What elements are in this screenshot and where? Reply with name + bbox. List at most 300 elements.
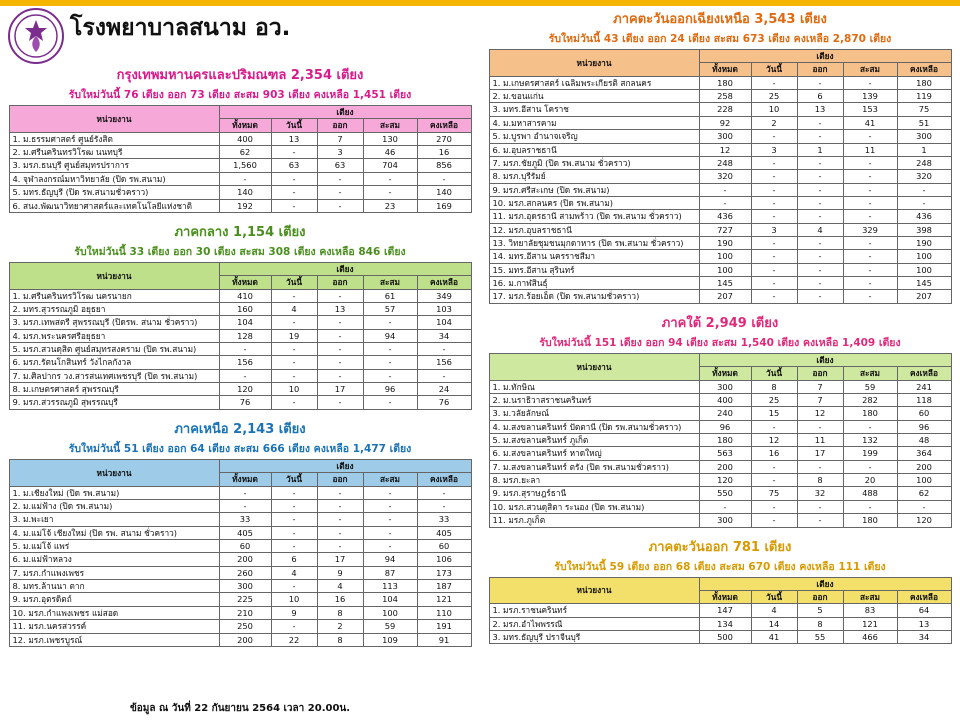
cell-agency: 1. ม.เชียงใหม่ (ปิด รพ.สนาม)	[9, 486, 219, 499]
cell-today: 4	[271, 302, 317, 315]
section-stats: รับใหม่วันนี้ 151 เตียง ออก 94 เตียง สะสม 1,540 เตียง คงเหลือ 1,409 เตียง	[539, 336, 901, 349]
cell-remaining: -	[417, 486, 471, 499]
table-row	[9, 186, 471, 199]
cell-agency: 15. มทร.อีสาน สุรินทร์	[489, 263, 699, 276]
cell-total: 192	[219, 199, 271, 212]
cell-total: 145	[699, 277, 751, 290]
table-row	[489, 250, 951, 263]
cell-cumulative: -	[843, 170, 897, 183]
cell-today: -	[271, 499, 317, 512]
cell-out: 12	[797, 407, 843, 420]
cell-today: -	[751, 170, 797, 183]
cell-today: -	[271, 396, 317, 409]
cell-agency: 2. ม.แม่ฟ้าง (ปิด รพ.สนาม)	[9, 499, 219, 512]
cell-remaining: 436	[897, 210, 951, 223]
col-out: ออก	[797, 63, 843, 76]
cell-remaining: -	[897, 500, 951, 513]
cell-agency: 17. มรภ.ร้อยเอ็ด (ปิด รพ.สนามชั่วคราว)	[489, 290, 699, 303]
report-page	[0, 6, 960, 720]
cell-total: 62	[219, 146, 271, 159]
table-row	[489, 196, 951, 209]
table-row	[489, 393, 951, 406]
table-row	[9, 526, 471, 539]
cell-cumulative: 199	[843, 447, 897, 460]
cell-remaining: 200	[897, 460, 951, 473]
cell-total: 120	[219, 383, 271, 396]
cell-remaining: 180	[897, 76, 951, 89]
cell-remaining: 33	[417, 513, 471, 526]
col-agency: หน่วยงาน	[9, 262, 219, 289]
col-cum: สะสม	[843, 590, 897, 603]
cell-remaining: 145	[897, 277, 951, 290]
cell-out: -	[797, 514, 843, 527]
col-beds: เตียง	[699, 577, 951, 590]
col-beds: เตียง	[699, 353, 951, 366]
cell-today: -	[271, 316, 317, 329]
cell-total: 200	[699, 460, 751, 473]
cell-today: -	[271, 186, 317, 199]
table-row	[489, 604, 951, 617]
table-row	[489, 460, 951, 473]
cell-cumulative: -	[843, 420, 897, 433]
cell-total: 128	[219, 329, 271, 342]
cell-cumulative: -	[843, 183, 897, 196]
cell-today: -	[751, 277, 797, 290]
cell-cumulative: -	[843, 460, 897, 473]
table-row	[489, 407, 951, 420]
table-row	[489, 500, 951, 513]
cell-agency: 2. มรภ.อำไพพรรณี	[489, 617, 699, 630]
cell-remaining: 121	[417, 593, 471, 606]
cell-agency: 5. มรภ.สวนดุสิต ศูนย์สมุทรสงคราม (ปิด รพ.สนาม)	[9, 343, 219, 356]
cell-cumulative: 96	[363, 383, 417, 396]
cell-remaining: 300	[897, 130, 951, 143]
section-stats: รับใหม่วันนี้ 59 เตียง ออก 68 เตียง สะสม 670 เตียง คงเหลือ 111 เตียง	[554, 560, 886, 573]
cell-out: 8	[317, 633, 363, 646]
cell-out: 1	[797, 143, 843, 156]
table-row	[489, 447, 951, 460]
cell-agency: 9. มรภ.สุราษฎร์ธานี	[489, 487, 699, 500]
cell-out: -	[797, 76, 843, 89]
cell-remaining: 187	[417, 580, 471, 593]
cell-total: 727	[699, 223, 751, 236]
section-stats: รับใหม่วันนี้ 51 เตียง ออก 64 เตียง สะสม 666 เตียง คงเหลือ 1,477 เตียง	[68, 442, 412, 455]
cell-cumulative: 130	[363, 132, 417, 145]
table-row	[9, 369, 471, 382]
left-column	[0, 6, 480, 720]
cell-agency: 9. มรภ.สวรรณภูมิ สุพรรณบุรี	[9, 396, 219, 409]
cell-remaining: 156	[417, 356, 471, 369]
cell-today: 9	[271, 606, 317, 619]
section-stats: รับใหม่วันนี้ 43 เตียง ออก 24 เตียง สะสม 673 เตียง คงเหลือ 2,870 เตียง	[548, 33, 892, 45]
cell-out: -	[317, 172, 363, 185]
section-central	[3, 221, 477, 410]
right-column	[480, 6, 960, 720]
cell-out: -	[317, 199, 363, 212]
cell-out: 16	[317, 593, 363, 606]
table-row	[489, 474, 951, 487]
cell-remaining: 51	[897, 116, 951, 129]
cell-out: 8	[797, 617, 843, 630]
cell-total: 225	[219, 593, 271, 606]
cell-out: -	[797, 460, 843, 473]
cell-cumulative: 466	[843, 630, 897, 643]
cell-out: -	[317, 289, 363, 302]
cell-remaining: 241	[897, 380, 951, 393]
cell-agency: 2. ม.ขอนแก่น	[489, 90, 699, 103]
cell-out: 7	[797, 380, 843, 393]
table-east	[489, 577, 952, 645]
cell-today: -	[751, 514, 797, 527]
cell-remaining: 207	[897, 290, 951, 303]
cell-cumulative: 59	[843, 380, 897, 393]
cell-total: 120	[699, 474, 751, 487]
cell-remaining: 106	[417, 553, 471, 566]
cell-today: -	[751, 183, 797, 196]
cell-remaining: 191	[417, 620, 471, 633]
cell-total: 550	[699, 487, 751, 500]
cell-agency: 2. ม.ศรีนครินทรวิโรฒ นนทบุรี	[9, 146, 219, 159]
table-row	[9, 356, 471, 369]
table-row	[9, 316, 471, 329]
cell-total: 500	[699, 630, 751, 643]
table-row	[489, 380, 951, 393]
cell-agency: 16. ม.กาฬสินธุ์	[489, 277, 699, 290]
cell-agency: 4. ม.สงขลานครินทร์ ปัตตานี (ปิด รพ.สนามชั่วคราว)	[489, 420, 699, 433]
table-row	[489, 263, 951, 276]
cell-agency: 11. มรภ.อุดรธานี สามพร้าว (ปิด รพ.สนาม ชั่วคราว)	[489, 210, 699, 223]
cell-cumulative: 41	[843, 116, 897, 129]
col-left: คงเหลือ	[897, 63, 951, 76]
cell-total: 134	[699, 617, 751, 630]
cell-today: -	[751, 474, 797, 487]
cell-remaining: -	[417, 499, 471, 512]
cell-agency: 5. มทร.ธัญบุรี (ปิด รพ.สนามชั่วคราว)	[9, 186, 219, 199]
table-central	[9, 262, 472, 410]
cell-agency: 4. ม.แม่โจ้ เชียงใหม่ (ปิด รพ. สนาม ชั่วคราว)	[9, 526, 219, 539]
cell-today: -	[271, 343, 317, 356]
cell-today: -	[271, 539, 317, 552]
col-today: วันนี้	[751, 590, 797, 603]
table-row	[489, 290, 951, 303]
cell-remaining: 34	[417, 329, 471, 342]
cell-total: 400	[699, 393, 751, 406]
section-northeast	[483, 8, 957, 304]
cell-today: 12	[751, 433, 797, 446]
table-row	[9, 513, 471, 526]
cell-cumulative: 121	[843, 617, 897, 630]
cell-total: 260	[219, 566, 271, 579]
table-row	[9, 620, 471, 633]
cell-today: -	[271, 172, 317, 185]
cell-today: 19	[271, 329, 317, 342]
cell-cumulative: -	[363, 356, 417, 369]
cell-agency: 12. มรภ.เพชรบูรณ์	[9, 633, 219, 646]
cell-out: 8	[317, 606, 363, 619]
cell-out: -	[317, 526, 363, 539]
table-row	[9, 499, 471, 512]
cell-agency: 5. ม.แม่โจ้ แพร่	[9, 539, 219, 552]
cell-total: 410	[219, 289, 271, 302]
cell-out: -	[797, 183, 843, 196]
table-row	[489, 183, 951, 196]
cell-out: -	[317, 499, 363, 512]
cell-today: -	[751, 420, 797, 433]
cell-total: 12	[699, 143, 751, 156]
cell-total: 1,560	[219, 159, 271, 172]
cell-out: -	[797, 170, 843, 183]
table-row	[489, 76, 951, 89]
cell-out: 9	[317, 566, 363, 579]
section-north	[3, 418, 477, 647]
cell-out: 4	[317, 580, 363, 593]
cell-cumulative: -	[843, 130, 897, 143]
cell-cumulative: -	[363, 539, 417, 552]
col-today: วันนี้	[751, 63, 797, 76]
cell-today: -	[751, 263, 797, 276]
cell-cumulative: 20	[843, 474, 897, 487]
cell-out: -	[317, 186, 363, 199]
cell-remaining: 405	[417, 526, 471, 539]
table-row	[9, 566, 471, 579]
col-cum: สะสม	[363, 276, 417, 289]
table-row	[489, 433, 951, 446]
table-south	[489, 353, 952, 528]
cell-remaining: -	[417, 369, 471, 382]
cell-out: 17	[797, 447, 843, 460]
cell-today: 4	[751, 604, 797, 617]
cell-agency: 8. มรภ.บุรีรัมย์	[489, 170, 699, 183]
cell-total: 200	[219, 633, 271, 646]
cell-out: -	[797, 290, 843, 303]
cell-remaining: 62	[897, 487, 951, 500]
cell-cumulative: -	[843, 263, 897, 276]
cell-today: 8	[751, 380, 797, 393]
cell-cumulative: 104	[363, 593, 417, 606]
cell-total: -	[219, 486, 271, 499]
cell-today: -	[271, 369, 317, 382]
col-beds: เตียง	[699, 50, 951, 63]
university-emblem-icon	[8, 8, 64, 64]
cell-total: 405	[219, 526, 271, 539]
section-title: กรุงเทพมหานครและปริมณฑล 2,354 เตียง	[116, 68, 364, 83]
table-row	[489, 487, 951, 500]
cell-agency: 1. ม.ศรีนครินทรวิโรฒ นครนายก	[9, 289, 219, 302]
table-row	[489, 156, 951, 169]
cell-agency: 12. มรภ.อุบลราชธานี	[489, 223, 699, 236]
cell-cumulative: 23	[363, 199, 417, 212]
cell-out: 55	[797, 630, 843, 643]
cell-out: 32	[797, 487, 843, 500]
cell-remaining: 856	[417, 159, 471, 172]
cell-total: -	[219, 343, 271, 356]
table-body	[9, 486, 471, 646]
cell-out: 11	[797, 433, 843, 446]
cell-remaining: -	[897, 183, 951, 196]
cell-agency: 6. ม.อุบลราชธานี	[489, 143, 699, 156]
cell-remaining: 120	[897, 514, 951, 527]
cell-today: -	[271, 526, 317, 539]
col-beds: เตียง	[219, 459, 471, 472]
cell-total: 436	[699, 210, 751, 223]
table-row	[9, 553, 471, 566]
table-row	[9, 383, 471, 396]
cell-today: 10	[271, 383, 317, 396]
cell-today: -	[751, 290, 797, 303]
cell-total: 140	[219, 186, 271, 199]
table-body	[9, 132, 471, 212]
cell-today: -	[271, 580, 317, 593]
cell-cumulative: 132	[843, 433, 897, 446]
cell-today: -	[751, 250, 797, 263]
cell-agency: 1. ม.ธรรมศาสตร์ ศูนย์รังสิต	[9, 132, 219, 145]
table-row	[9, 593, 471, 606]
cell-out: 4	[797, 223, 843, 236]
cell-cumulative: 94	[363, 553, 417, 566]
table-row	[9, 580, 471, 593]
cell-cumulative: 61	[363, 289, 417, 302]
table-row	[489, 170, 951, 183]
cell-agency: 3. มทร.ธัญบุรี ปราจีนบุรี	[489, 630, 699, 643]
cell-cumulative: 100	[363, 606, 417, 619]
cell-remaining: 173	[417, 566, 471, 579]
col-total: ทั้งหมด	[219, 276, 271, 289]
cell-out: 5	[797, 604, 843, 617]
cell-out: -	[317, 343, 363, 356]
cell-total: 180	[699, 76, 751, 89]
cell-total: 60	[219, 539, 271, 552]
cell-remaining: 349	[417, 289, 471, 302]
col-total: ทั้งหมด	[699, 63, 751, 76]
cell-today: 63	[271, 159, 317, 172]
table-row	[489, 617, 951, 630]
cell-out: 63	[317, 159, 363, 172]
cell-out: -	[797, 263, 843, 276]
section-title: ภาคใต้ 2,949 เตียง	[661, 315, 779, 331]
cell-out: -	[797, 277, 843, 290]
cell-remaining: 104	[417, 316, 471, 329]
cell-cumulative: 94	[363, 329, 417, 342]
cell-total: -	[699, 183, 751, 196]
cell-agency: 8. ม.เกษตรศาสตร์ สุพรรณบุรี	[9, 383, 219, 396]
cell-cumulative: -	[363, 343, 417, 356]
cell-today: 25	[751, 90, 797, 103]
cell-today: 3	[751, 143, 797, 156]
cell-agency: 4. จุฬาลงกรณ์มหาวิทยาลัย (ปิด รพ.สนาม)	[9, 172, 219, 185]
col-left: คงเหลือ	[417, 276, 471, 289]
cell-total: 100	[699, 250, 751, 263]
cell-cumulative: 282	[843, 393, 897, 406]
table-row	[9, 199, 471, 212]
cell-today: -	[751, 210, 797, 223]
cell-today: -	[271, 289, 317, 302]
cell-agency: 5. ม.สงขลานครินทร์ ภูเก็ต	[489, 433, 699, 446]
table-row	[9, 343, 471, 356]
cell-cumulative: 488	[843, 487, 897, 500]
cell-total: 400	[219, 132, 271, 145]
cell-total: 258	[699, 90, 751, 103]
cell-remaining: 64	[897, 604, 951, 617]
cell-cumulative: -	[363, 499, 417, 512]
cell-agency: 7. ม.สงขลานครินทร์ ตรัง (ปิด รพ.สนามชั่วคราว)	[489, 460, 699, 473]
table-row	[9, 329, 471, 342]
table-row	[489, 116, 951, 129]
col-agency: หน่วยงาน	[489, 353, 699, 380]
section-title: ภาคตะวันออก 781 เตียง	[648, 539, 792, 555]
cell-agency: 9. มรภ.อุตรดิตถ์	[9, 593, 219, 606]
table-body	[489, 76, 951, 303]
table-row	[9, 633, 471, 646]
table-row	[489, 223, 951, 236]
cell-today: 41	[751, 630, 797, 643]
cell-out: 7	[797, 393, 843, 406]
cell-remaining: 100	[897, 250, 951, 263]
cell-out: 3	[317, 146, 363, 159]
col-out: ออก	[317, 473, 363, 486]
cell-total: 300	[219, 580, 271, 593]
table-row	[9, 396, 471, 409]
cell-out: -	[797, 156, 843, 169]
cell-cumulative: -	[843, 196, 897, 209]
col-left: คงเหลือ	[897, 590, 951, 603]
cell-cumulative: 153	[843, 103, 897, 116]
cell-cumulative: -	[363, 513, 417, 526]
cell-total: 160	[219, 302, 271, 315]
col-out: ออก	[317, 276, 363, 289]
table-body	[489, 380, 951, 527]
cell-total: 300	[699, 130, 751, 143]
cell-today: -	[751, 460, 797, 473]
cell-cumulative: -	[843, 210, 897, 223]
cell-agency: 7. มรภ.ชัยภูมิ (ปิด รพ.สนาม ชั่วคราว)	[489, 156, 699, 169]
cell-cumulative: -	[843, 237, 897, 250]
cell-out: 2	[317, 620, 363, 633]
cell-remaining: 320	[897, 170, 951, 183]
cell-today: 2	[751, 116, 797, 129]
cell-cumulative: -	[363, 316, 417, 329]
cell-agency: 2. มทร.สุวรรณภูมิ อยุธยา	[9, 302, 219, 315]
cell-remaining: 119	[897, 90, 951, 103]
cell-remaining: 169	[417, 199, 471, 212]
table-bangkok	[9, 105, 472, 213]
table-row	[489, 237, 951, 250]
col-cum: สะสม	[843, 367, 897, 380]
table-row	[489, 130, 951, 143]
cell-out: 17	[317, 383, 363, 396]
cell-total: 33	[219, 513, 271, 526]
cell-total: 100	[699, 263, 751, 276]
cell-cumulative: 59	[363, 620, 417, 633]
cell-total: 250	[219, 620, 271, 633]
table-north	[9, 459, 472, 647]
cell-out: 7	[317, 132, 363, 145]
cell-remaining: 364	[897, 447, 951, 460]
cell-today: -	[271, 356, 317, 369]
cell-out: 17	[317, 553, 363, 566]
col-left: คงเหลือ	[417, 473, 471, 486]
cell-today: 22	[271, 633, 317, 646]
cell-agency: 3. มรภ.เทพสตรี สุพรรณบุรี (ปิดรพ. สนาม ชั่วคราว)	[9, 316, 219, 329]
table-row	[489, 90, 951, 103]
cell-remaining: 16	[417, 146, 471, 159]
cell-remaining: 24	[417, 383, 471, 396]
cell-total: 210	[219, 606, 271, 619]
col-agency: หน่วยงาน	[489, 577, 699, 604]
cell-cumulative: 329	[843, 223, 897, 236]
table-row	[489, 514, 951, 527]
section-south	[483, 312, 957, 528]
cell-out: -	[797, 116, 843, 129]
